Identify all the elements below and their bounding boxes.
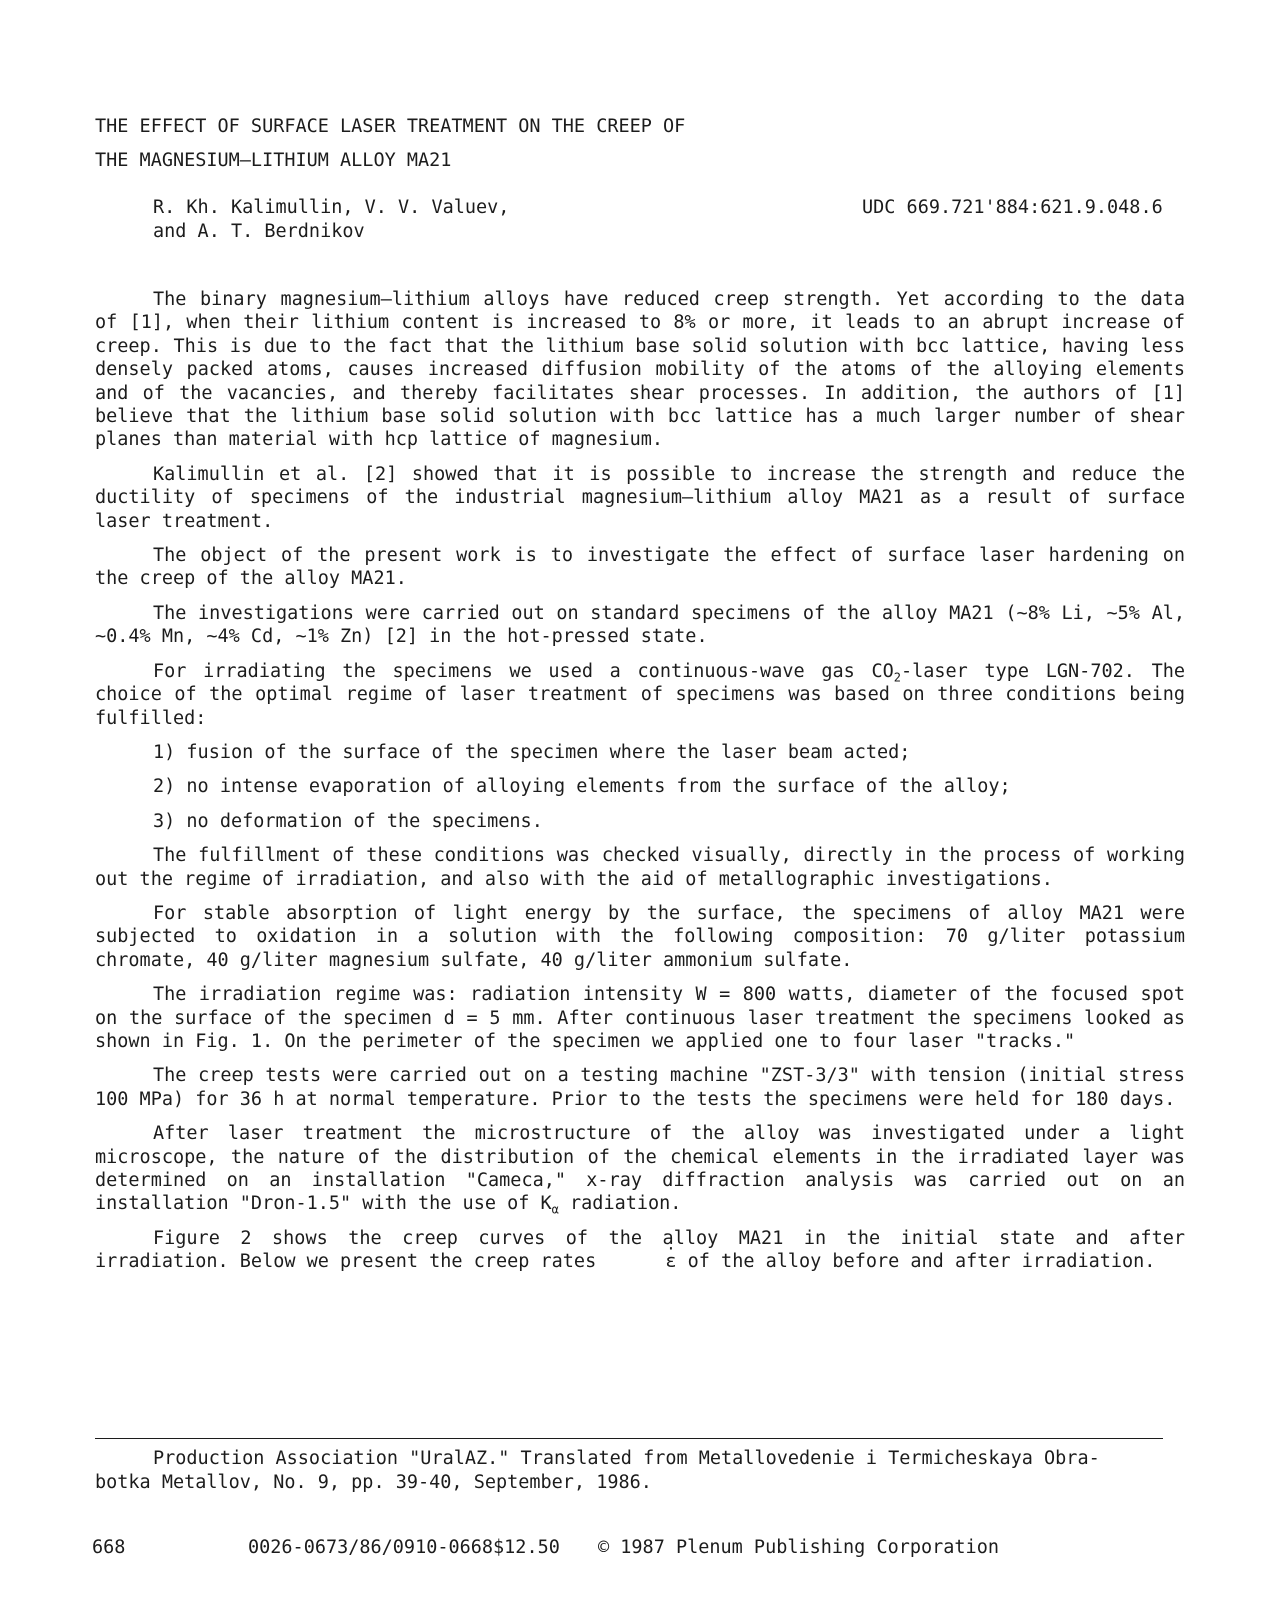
- authors-line-1: R. Kh. Kalimullin, V. V. Valuev,: [153, 197, 510, 218]
- journal-code: 0026-0673/86/0910-0668$12.50: [248, 1537, 560, 1558]
- title-line-2: THE MAGNESIUM—LITHIUM ALLOY MA21: [95, 150, 452, 171]
- footnote: [95, 1447, 1163, 1495]
- paragraph-4: The investigations were carried out on standard specimens of the alloy MA21 (~8% Li, ~5% Al, ~0.4% Mn, ~4% Cd, ~1% Zn) [2] in the hot-pressed state.: [95, 602, 1185, 648]
- article-title: [95, 110, 855, 178]
- page-number: 668: [92, 1537, 126, 1558]
- udc-code: UDC 669.721'884:621.9.048.6: [862, 197, 1163, 218]
- article-body: [95, 288, 1185, 1285]
- paragraph-6: The fulfillment of these conditions was checked visually, directly in the process of working out the regime of irradiation, and also with the aid of metallographic investigations.: [95, 845, 1185, 890]
- condition-item-2: 2) no intense evaporation of alloying elements from the surface of the alloy;: [153, 776, 1011, 798]
- paragraph-10-part-b: radiation.: [558, 1193, 682, 1215]
- paragraph-7: For stable absorption of light energy by the surface, the specimens of alloy MA21 were subjected to oxidation in a solution with the following composition: 70 g/liter potassium chromate, 40 g/liter magnesium sulfate, 40 g/liter ammonium sulfate.: [95, 902, 1185, 971]
- paragraph-11-part-b: of the alloy before and after irradiation.: [676, 1251, 1156, 1273]
- paragraph-8: The irradiation regime was: radiation intensity W = 800 watts, diameter of the focused spot on the surface of the specimen d = 5 mm. After continuous laser treatment the specimens looked as shown in Fig. 1. On the perimeter of the specimen we applied one to four laser "tracks.": [95, 984, 1185, 1052]
- authors-line-2: and A. T. Berdnikov: [153, 221, 365, 242]
- paragraph-10: [95, 1122, 1185, 1216]
- paragraph-3: The object of the present work is to investigate the effect of surface laser hardening on the creep of the alloy MA21.: [95, 545, 1185, 590]
- co2-subscript: 2: [893, 670, 901, 685]
- paragraph-9: The creep tests were carried out on a testing machine "ZST-3/3" with tension (initial stress 100 MPa) for 36 h at normal temperature. Prior to the tests the specimens were held for 180 days.: [95, 1065, 1185, 1110]
- copyright-notice: © 1987 Plenum Publishing Corporation: [598, 1537, 999, 1558]
- paragraph-10-part-a: After laser treatment the microstructure of the alloy was investigated under a light microscope, the nature of the distribution of the chemical elements in the irradiated layer was determined on an installation "Cameca," x-ray diffraction analysis was carried out on an installation "Dron-1.5" with the use of K: [95, 1123, 1185, 1215]
- condition-item-3: 3) no deformation of the specimens.: [153, 810, 543, 832]
- paragraph-2: Kalimullin et al. [2] showed that it is possible to increase the strength and reduce the ductility of specimens of the industrial magnesium—lithium alloy MA21 as a result of surface laser treatment.: [95, 463, 1185, 532]
- k-alpha-subscript: α: [551, 1203, 559, 1218]
- paragraph-11-part-a: Figure 2 shows the creep curves of the alloy MA21 in the initial state and after irradiation. Below we present the creep rates: [95, 1227, 1185, 1273]
- paragraph-5-part-a: For irradiating the specimens we used a continuous-wave gas CO: [153, 660, 894, 682]
- paragraph-5-part-b: -laser type LGN-702. The choice of the optimal regime of laser treatment of specimens was based on three conditions being fulfilled:: [95, 660, 1186, 729]
- paragraph-11: [95, 1227, 1185, 1274]
- epsilon-dot-symbol: ε ·: [607, 1250, 676, 1273]
- title-line-1: THE EFFECT OF SURFACE LASER TREATMENT ON THE CREEP OF: [95, 116, 686, 137]
- condition-item-1: 1) fusion of the surface of the specimen where the laser beam acted;: [153, 741, 911, 763]
- footnote-divider: [95, 1438, 1163, 1439]
- authors-block: [153, 196, 753, 244]
- paragraph-5: [95, 660, 1185, 730]
- paragraph-1: The binary magnesium—lithium alloys have reduced creep strength. Yet according to the data of [1], when their lithium content is increased to 8% or more, it leads to an abrupt increase of creep. This is due to the fact that the lithium base solid solution with bcc lattice, having less densely packed atoms, causes increased diffusion mobility of the atoms of the alloying elements and of the vacancies, and thereby facilitates shear processes. In addition, the authors of [1] believe that the lithium base solid solution with bcc lattice has a much larger number of shear planes than material with hcp lattice of magnesium.: [95, 289, 1185, 451]
- footnote-line-1: Production Association "UralAZ." Translated from Metallovedenie i Termicheskaya Obra-: [153, 1448, 1100, 1469]
- footnote-line-2: botka Metallov, No. 9, pp. 39-40, September, 1986.: [95, 1472, 652, 1493]
